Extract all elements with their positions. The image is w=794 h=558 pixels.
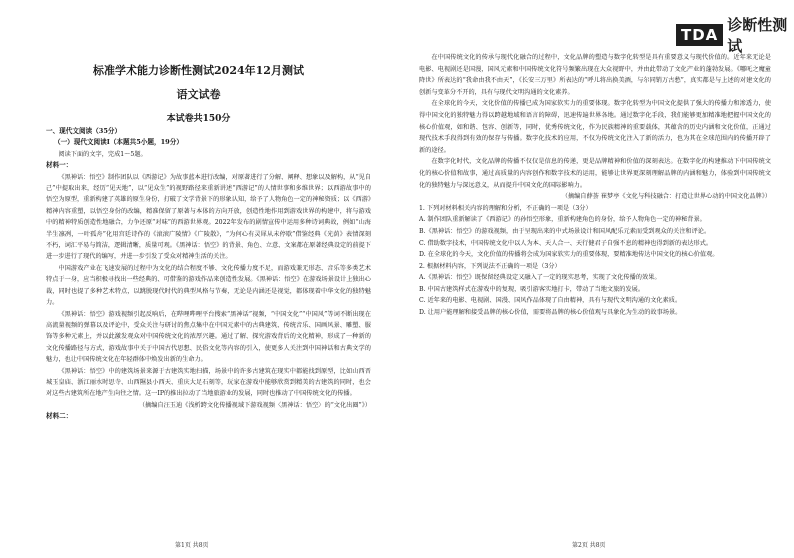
question-2-option-d: D. 让用户能理解和接受品牌的核心价值，需要将品牌的核心价值观与具象化为生动的故事场景。 xyxy=(419,309,682,317)
question-1-option-c: C. 借助数字技术，中国传统文化中以人为本、天人合一、天行健君子自强不息的精神也得到新的表达形式。 xyxy=(419,239,713,247)
paragraph: 《黑神话：悟空》中的建筑场景来源于古建筑实地扫描，场景中的许多古建筑在现实中都能找到原型，比如山西晋城玉皇庙、浙江丽水时思寺、山西隰县小西天、重庆大足石刻等，玩家在游戏中能够欣赏到精美的古建筑的同时，也会对这些古建筑所在地产生向往之情。这一IP的推出拉动了当地旅游业的发展，同时也推动了中国传统文化的传播。 xyxy=(46,367,371,398)
question-1-option-b: B.《黑神话：悟空》的游戏视频，由于呈现出来的中式场景设计和国风配乐元素而受到观众的关注和评论。 xyxy=(419,227,711,235)
subsection-heading: （一）现代文阅读Ⅰ（本题共5小题，19分） xyxy=(54,138,183,147)
paragraph: 在数字化时代，文化品牌的传播不仅仅是信息的传递，更是品牌精神和价值的深刻表达。在数字化的构建推动下中国传统文化的核心价值和故事，通过高质量的内容创作和数字技术的运用，能够让世界更深刻理解品牌的内涵和魅力，体验到中国传统文化的独特魅力与深远意义，从而提升中国文化的国际影响力。 xyxy=(419,158,771,189)
question-2: 2. 根据材料内容，下列说法不正确的一项是（3分） xyxy=(419,262,561,270)
paragraph: 《黑神话：悟空》游戏视频引起反响后，在哔哩哔哩平台搜索“黑神话”视频，“中国文化”“中国风”等词不断出现在高流量视频的弹幕以及评论中，受众关注与研讨的焦点集中在中国元素中的古典建筑、传统音乐、国画风景、雕塑、服饰等多种元素上，并以此激发观众对中国传统文化的浓厚兴趣。通过了解、探究游戏背后的文化精神，形成了一种新的文化传播路径与方式，游戏故事中关于中国古代思想、民俗文化等内容的引入，使更多人关注到中国神话和古典文学的魅力，也让中国传统文化在年轻群体中焕发出新的生命力。 xyxy=(46,310,371,364)
subject-title: 语文试卷 xyxy=(176,88,221,101)
material-label: 材料二： xyxy=(46,412,73,421)
page-number: 第1页 共8页 xyxy=(175,542,209,549)
right-body xyxy=(419,52,771,319)
paragraph: 在全球化的今天，文化价值的传播已成为国家软实力的重要体现。数字化转型为中国文化提供了强大的传播力和渗透力，使得中国文化的独特魅力得以跨越地域和语言的障碍，迅速传遍世界各地。通过数字化手段，我们能够更加精准地把握中国文化的核心价值观，如和谐、包容、创新等，同时，优秀传统文化，作为民族精神的重要载体，其蕴含的历史内涵和文化价值，正通过现代技术手段得到有效的保存与传播。数字化技术的应用，不仅为传统文化注入了新的活力，也为其在全球范围内的传播开辟了新的途径。 xyxy=(419,100,771,154)
question-2-option-a: A.《黑神话：悟空》既保留经典设定又融入了一定的现实思考，实现了文化传播的效果。 xyxy=(419,274,661,282)
paragraph: 《黑神话：悟空》制作团队以《西游记》为故事蓝本进行改编，对原著进行了分解、阐释、想象以及解构，从“见自己”中提取出来，经历“见天地”，以“见众生”的视野路径来重新讲述“西游记”的人情世事和多维世界；以西游故事中的悟空为原型，重新构建了英雄的原生身份，打破了文学背景下的形象认知，给予了人物角色一定的神秘资质；以《西游》精神内容重塑，以悟空身份的改编，精准保留了原著与本体的方向开放，创造性地作用到游戏世界的构建中，将与游戏中的精神特质创造性地融合，力争还原“对味”的西游世界观。2022年发布的剧情宣传中运用多种诗词典故，例如“山海半生凛冽，一叶孤舟”化用宫廷诗作的《滚滚广陵情》《广陵散》，“为何心有灵犀从未停歇”借鉴经典《光荫》表情深刻不朽，词汇平易与简洁，逻辑清晰，质量可观。《黑神话：悟空》的背景、角色、立意、文案都在原著经典设定的前提下进一步进行了现代的编写，并进一步引发了受众对精神生活的关注。 xyxy=(46,173,371,261)
right-page xyxy=(397,0,794,558)
score-note: 本试卷共150分 xyxy=(166,114,231,124)
exam-title: 标准学术能力诊断性测试2024年12月测试 xyxy=(93,64,304,77)
question-1-option-d: D. 在全球化的今天，文化价值的传播将会成为国家软实力的重要体现，要精准地传达中国文化的核心价值观。 xyxy=(419,251,719,259)
question-1: 1. 下列对材料相关内容的理解和分析，不正确的一项是（3分） xyxy=(419,204,592,212)
source-citation: （摘编自汪玉迪《浅析跨文化传播视域下游戏视频〈黑神话：悟空〉的“文化出圈”》） xyxy=(138,401,371,409)
page-number: 第2页 共8页 xyxy=(572,542,606,549)
material-label: 材料一： xyxy=(46,161,73,170)
paragraph: 中国游戏产业在飞速发展的过程中为文化的结合程度不够、文化传播力度不足，而游戏兼无形态、音乐等多类艺术特点于一身，应当积极寻找出一些经典的、可借鉴的游戏作品来创造性发展。《黑神话：悟空》在游戏场景设计上独出心裁，同时也提了多种艺术特点，以跳脱现代时代的典型风格与节奏，无论是内涵还是视觉，都体现着中华文化的独特魅力。 xyxy=(46,264,371,307)
paragraph: 在中国传统文化的传承与现代化融合的过程中，文化品牌的塑造与数字化转型是具有重要意义与现代价值的。近年来无论是电影、电视剧还是国漫，国风元素和中国传统文化符号频繁出现在大众视野中，并由此带动了文化产业的蓬勃发展。《哪吒之魔童降世》所表达的“我命由我不由天”，《长安三万里》所表达的“呼儿将出换美酒，与尔同销万古愁”，真实都是与上述的对建文化的创新与变革分不开的，具有与现代文明沟通的文化素养。 xyxy=(419,54,771,96)
question-1-option-a: A. 制作团队重新解读了《西游记》的孙悟空形象，重新构建角色的身份，给予人物角色一定的神秘背景。 xyxy=(419,216,706,224)
left-body xyxy=(46,126,371,423)
instruction: 阅读下面的文字，完成1～5题。 xyxy=(58,150,147,158)
source-citation: （摘编自薛荟 崔梦亭《文化与科技融合：打造让世界心动的中国文化品牌》） xyxy=(561,193,771,201)
tda-logo: TDA xyxy=(676,24,723,46)
question-2-option-c: C. 近年来的电影、电视剧、国漫、国风作品体现了自由精神，具有与现代文明沟通的文化素质。 xyxy=(419,297,682,305)
section-heading: 一、现代文阅读（35分） xyxy=(46,127,122,135)
badge-name: 诊断性测试 xyxy=(727,16,788,55)
question-2-option-b: B. 中国古建筑样式在游戏中的复现，吸引游客实地打卡，带动了当地文旅的发展。 xyxy=(419,285,645,293)
